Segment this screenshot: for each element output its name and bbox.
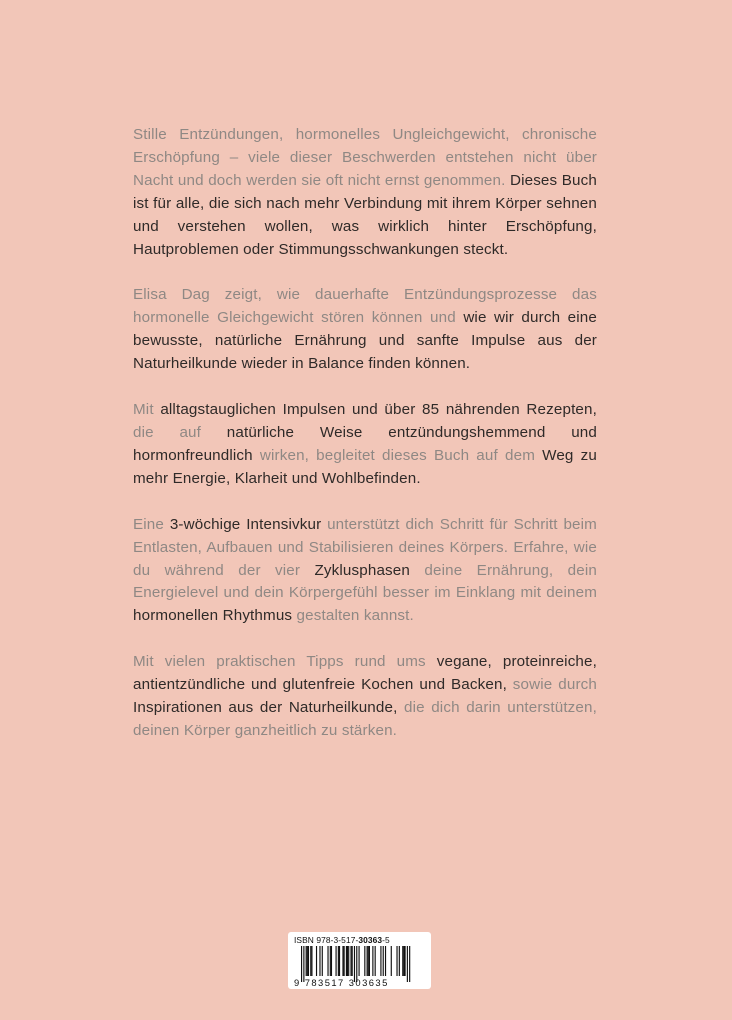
barcode-bar	[310, 946, 311, 976]
body-text: die auf	[133, 423, 227, 441]
barcode-bar	[338, 946, 339, 976]
barcode-bar	[344, 946, 345, 976]
barcode-bar	[311, 946, 312, 976]
body-text: deine Ernährung, dein Energielevel und dein Körpergefühl besser im Einklang mit deinem	[133, 561, 597, 602]
barcode-bar	[385, 946, 386, 976]
barcode-bar	[316, 946, 317, 976]
highlighted-text: Inspirationen aus der Naturheilkunde,	[133, 699, 398, 717]
barcode-bar	[336, 946, 337, 976]
barcode-bar	[307, 946, 308, 976]
barcode-bar	[405, 946, 406, 976]
barcode-number: 9 783517 303635	[294, 977, 389, 988]
highlighted-text: Dieses Buch ist für alle, die sich nach mehr Verbindung mit ihrem Körper sehnen und verstehen wollen, was wirklich hinter Erschöpfung, Hautproblemen oder Stimmungsschwankungen steckt.	[133, 171, 597, 258]
isbn-prefix: ISBN 978-3-517-	[294, 935, 359, 945]
body-text: die dich darin unterstützen, deinen Körper ganzheitlich zu stärken.	[133, 699, 597, 739]
barcode-bar	[346, 946, 347, 976]
barcode-bar	[350, 946, 351, 976]
barcode-bar	[372, 946, 373, 976]
barcode-bar	[330, 946, 331, 976]
barcode-bar	[352, 946, 353, 976]
highlighted-text: hormonellen Rhythmus	[133, 607, 293, 625]
isbn-barcode-label	[288, 932, 431, 989]
body-text: gestalten kannst.	[292, 607, 414, 625]
isbn-bold-part: 30363	[358, 935, 383, 945]
body-text: unterstützt dich Schritt für Schritt beim Entlasten, Aufbauen und Stabilisieren deines Körpers. Erfahre, wie du während der vier	[133, 515, 597, 579]
barcode-bar	[339, 946, 340, 976]
body-text: Elisa Dag zeigt, wie dauerhafte Entzündungsprozesse das hormonelle Gleichgewicht stören können und	[133, 286, 597, 327]
blurb-paragraph	[133, 124, 597, 261]
body-text: Mit	[133, 401, 161, 419]
isbn-suffix: -5	[382, 935, 390, 945]
blurb-paragraph	[133, 651, 597, 743]
blurb-paragraph	[133, 399, 597, 491]
barcode-bar	[367, 946, 368, 976]
barcode-bar	[375, 946, 376, 976]
barcode-bar	[402, 946, 403, 976]
barcode-bar	[403, 946, 404, 976]
highlighted-text: Zyklusphasen	[314, 561, 410, 579]
barcode-bar	[368, 946, 369, 976]
blurb-paragraph	[133, 284, 597, 376]
barcode-bar	[331, 946, 332, 976]
highlighted-text: 3-wöchige Intensivkur	[169, 515, 322, 533]
blurb-text	[133, 124, 597, 766]
highlighted-text: wie wir durch eine bewusste, natürliche Ernährung und sanfte Impulse aus der Naturheilkunde wieder in Balance finden können.	[133, 309, 597, 373]
barcode-bar	[391, 946, 392, 976]
barcode-bar	[342, 946, 343, 976]
body-text: Mit vielen praktischen Tipps rund ums	[133, 653, 437, 671]
barcode-bar	[409, 946, 410, 982]
barcode-bar	[399, 946, 400, 976]
barcode-bar	[396, 946, 397, 976]
highlighted-text: vegane, proteinreiche, antientzündliche und glutenfreie Kochen und Backen,	[133, 653, 597, 694]
body-text: wirken, begleitet dieses Buch auf dem	[252, 446, 543, 464]
barcode-bar	[322, 946, 323, 976]
barcode-bar	[359, 946, 360, 976]
blurb-paragraph	[133, 514, 597, 629]
ean13-barcode	[291, 946, 428, 988]
barcode-bar	[369, 946, 370, 976]
body-text: sowie durch	[506, 676, 597, 694]
barcode-bar	[380, 946, 381, 976]
barcode-bar	[347, 946, 348, 976]
barcode-bar	[364, 946, 365, 976]
body-text: Stille Entzündungen, hormonelles Ungleichgewicht, chronische Erschöpfung – viele dieser Beschwerden entstehen nicht über Nacht und doch werden sie oft nicht ernst genommen.	[133, 126, 597, 189]
highlighted-text: alltagstauglichen Impulsen und über 85 nährenden Rezepten,	[160, 401, 597, 419]
barcode-bar	[327, 946, 328, 976]
body-text: Eine	[133, 515, 170, 533]
barcode-bar	[383, 946, 384, 976]
barcode-bar	[319, 946, 320, 976]
isbn-text	[294, 935, 390, 945]
barcode-bar	[348, 946, 349, 976]
highlighted-text: Weg zu mehr Energie, Klarheit und Wohlbefinden.	[133, 446, 597, 487]
barcode-bar	[407, 946, 408, 982]
barcode-bar	[306, 946, 307, 976]
highlighted-text: natürliche Weise entzündungshemmend und hormonfreundlich	[133, 423, 597, 464]
barcode-bar	[308, 946, 309, 976]
